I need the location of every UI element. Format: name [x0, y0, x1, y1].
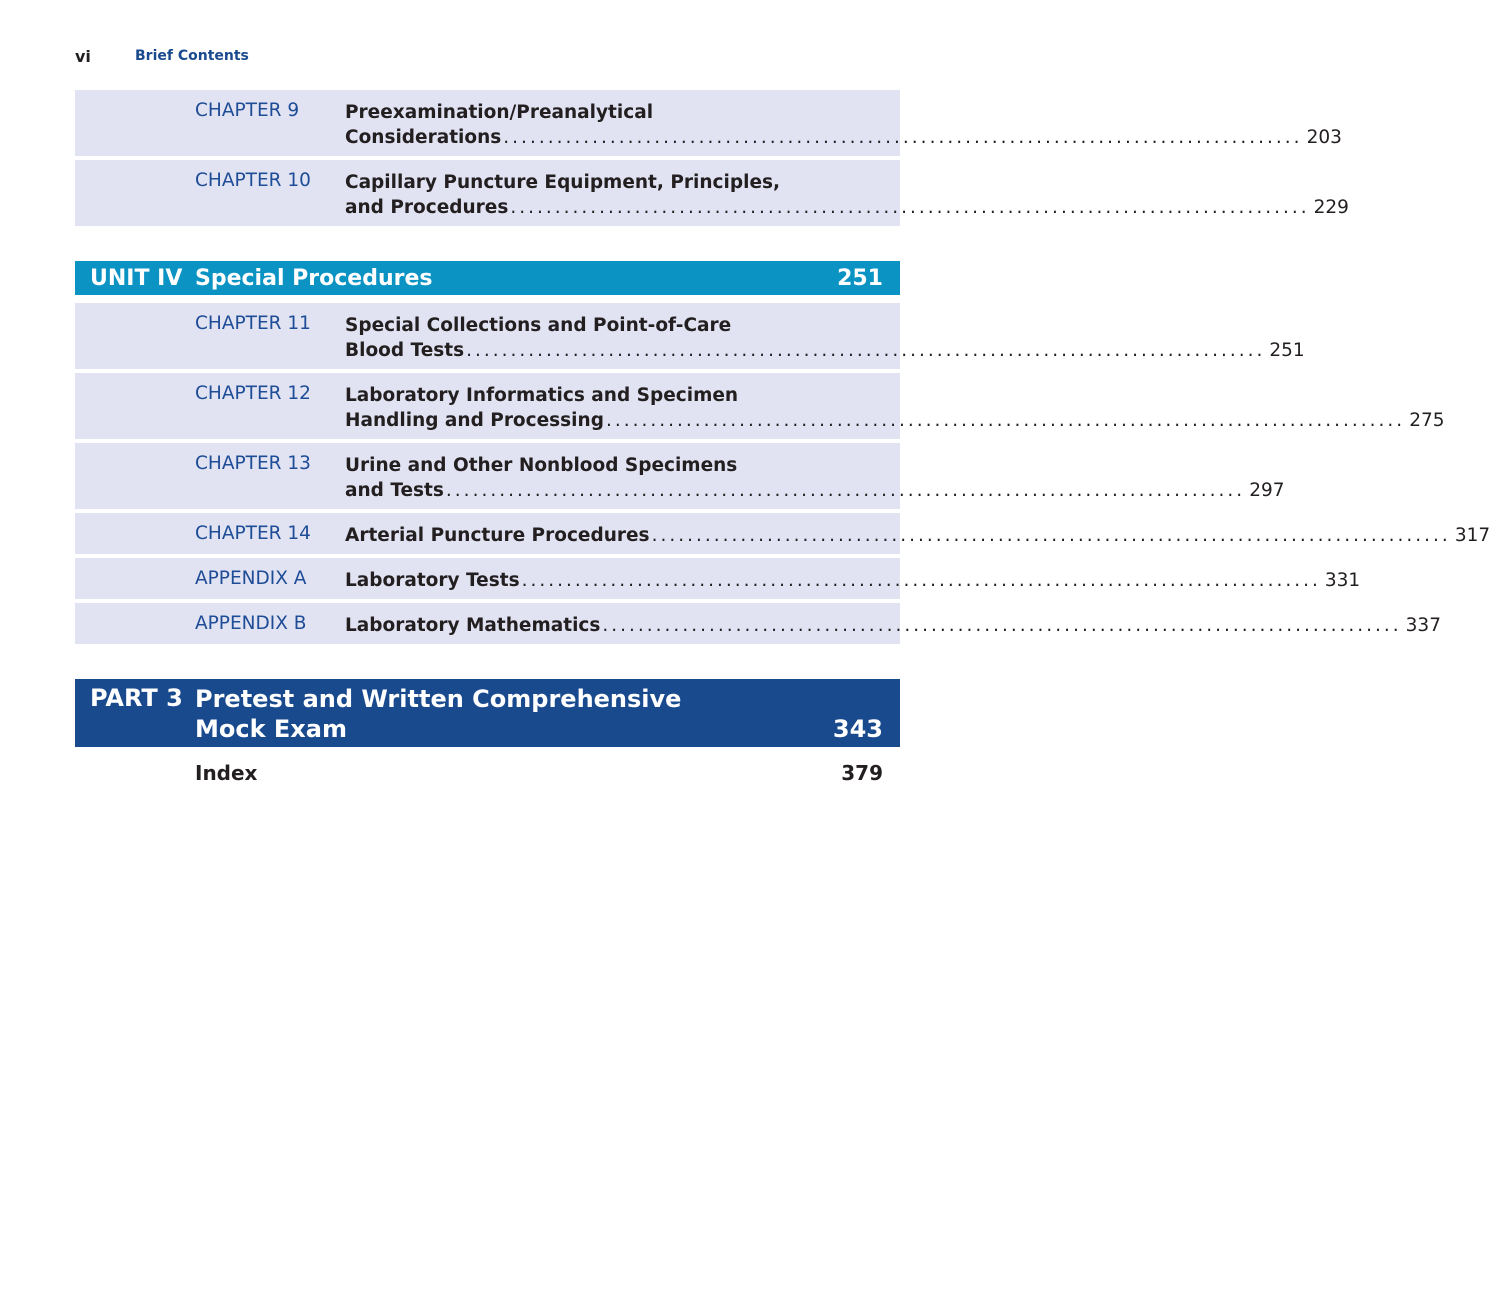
chapter-label: CHAPTER 9	[195, 100, 300, 121]
chapter-title-line-1: Preexamination/Preanalytical	[345, 102, 654, 123]
toc-entry-chapter-10[interactable]	[75, 160, 1349, 226]
toc-entry-chapter-9[interactable]	[75, 90, 1342, 156]
chapter-title-line-1: Urine and Other Nonblood Specimens	[345, 455, 738, 476]
chapter-title-line-1: Laboratory Informatics and Specimen	[345, 385, 739, 406]
part-label: PART 3	[90, 684, 183, 712]
chapter-title-line-2: Blood Tests	[345, 340, 465, 361]
dot-leader: ..........................................................................................	[466, 340, 1266, 361]
chapter-title	[345, 453, 1285, 503]
part-title-line-2: Mock Exam	[195, 715, 347, 743]
unit-header-unit-iv[interactable]	[75, 261, 900, 295]
unit-page-reference[interactable]: 251	[837, 266, 883, 291]
toc-entry-chapter-14[interactable]	[75, 513, 1490, 554]
chapter-title	[345, 313, 1305, 363]
chapter-label: CHAPTER 12	[195, 383, 311, 404]
page-reference[interactable]: 275	[1409, 410, 1445, 431]
appendix-title-line-1: Laboratory Tests	[345, 570, 520, 591]
chapter-label: CHAPTER 10	[195, 170, 311, 191]
toc-entry-chapter-11[interactable]	[75, 303, 1305, 369]
page-reference[interactable]: 337	[1405, 615, 1441, 636]
appendix-label: APPENDIX B	[195, 613, 307, 634]
toc-entry-index[interactable]	[75, 747, 900, 787]
chapter-title-line-1: Arterial Puncture Procedures	[345, 525, 650, 546]
dot-leader: ..........................................................................................	[503, 127, 1303, 148]
part-title	[195, 684, 681, 744]
chapter-title-line-2: Handling and Processing	[345, 410, 604, 431]
page-reference[interactable]: 297	[1249, 480, 1285, 501]
toc-entry-chapter-13[interactable]	[75, 443, 1285, 509]
chapter-title-line-1: Special Collections and Point-of-Care	[345, 315, 732, 336]
page-reference[interactable]: 203	[1306, 127, 1342, 148]
appendix-title	[345, 568, 1361, 593]
dot-leader: ..........................................................................................	[510, 197, 1310, 218]
chapter-title	[345, 523, 1490, 548]
chapter-label: CHAPTER 14	[195, 523, 311, 544]
part-header-part-3[interactable]	[75, 679, 900, 747]
dot-leader: ..........................................................................................	[445, 480, 1246, 501]
chapter-title-line-2: Considerations	[345, 127, 502, 148]
page-number: vi	[75, 46, 91, 66]
chapter-label: CHAPTER 13	[195, 453, 311, 474]
index-page-reference[interactable]: 379	[841, 761, 883, 785]
chapter-title-line-2: and Procedures	[345, 197, 509, 218]
part-page-reference[interactable]: 343	[832, 715, 883, 743]
appendix-title	[345, 613, 1441, 638]
appendix-title-line-1: Laboratory Mathematics	[345, 615, 601, 636]
table-of-contents	[75, 90, 1490, 787]
running-head-title: Brief Contents	[135, 48, 249, 64]
page-reference[interactable]: 331	[1324, 570, 1361, 591]
index-title: Index	[195, 761, 258, 785]
toc-entry-chapter-12[interactable]	[75, 373, 1445, 439]
dot-leader: ..........................................................................................	[602, 615, 1402, 636]
dot-leader: ..........................................................................................	[605, 410, 1406, 431]
running-head	[75, 46, 249, 66]
dot-leader: ..........................................................................................	[521, 570, 1321, 591]
dot-leader: ..........................................................................................	[651, 525, 1451, 546]
page-reference[interactable]: 251	[1269, 340, 1305, 361]
chapter-title-line-1: Capillary Puncture Equipment, Principles,	[345, 172, 781, 193]
chapter-title	[345, 100, 1342, 150]
unit-label: UNIT IV	[90, 266, 183, 291]
chapter-title-line-2: and Tests	[345, 480, 444, 501]
toc-entry-appendix-a[interactable]	[75, 558, 1361, 599]
page-reference[interactable]: 317	[1454, 525, 1490, 546]
toc-entry-appendix-b[interactable]	[75, 603, 1441, 644]
chapter-title	[345, 170, 1349, 220]
appendix-label: APPENDIX A	[195, 568, 307, 589]
page-reference[interactable]: 229	[1313, 197, 1349, 218]
unit-title: Special Procedures	[195, 266, 433, 291]
chapter-title	[345, 383, 1445, 433]
chapter-label: CHAPTER 11	[195, 313, 311, 334]
part-title-line-1: Pretest and Written Comprehensive	[195, 685, 682, 713]
